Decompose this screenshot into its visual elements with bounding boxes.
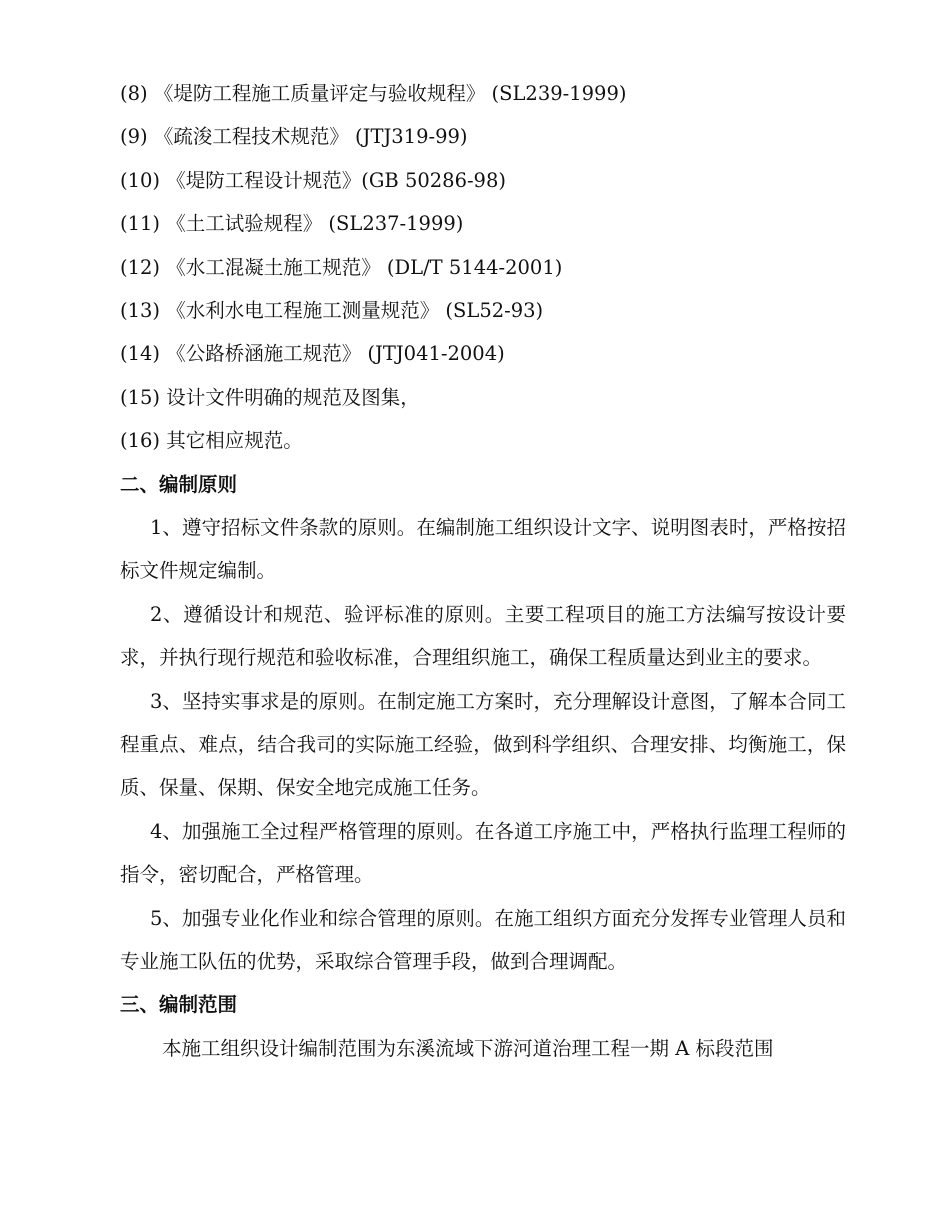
principle-paragraph-2: 2、遵循设计和规范、验评标准的原则。主要工程项目的施工方法编写按设计要求，并执行现行规范和验收标准，合理组织施工，确保工程质量达到业主的要求。 [120,602,846,670]
scope-paragraph: 本施工组织设计编制范围为东溪流域下游河道治理工程一期 A 标段范围 [162,1036,774,1060]
section-heading-scope: 三、编制范围 [120,993,238,1017]
reference-item-12: (12) 《水工混凝土施工规范》 (DL/T 5144-2001) [120,255,563,279]
principle-paragraph-1: 1、遵守招标文件条款的原则。在编制施工组织设计文字、说明图表时，严格按招标文件规定编制。 [120,515,846,583]
principle-paragraph-5: 5、加强专业化作业和综合管理的原则。在施工组织方面充分发挥专业管理人员和专业施工队伍的优势，采取综合管理手段，做到合理调配。 [120,906,846,973]
reference-item-13: (13) 《水利水电工程施工测量规范》 (SL52-93) [120,298,544,322]
reference-item-14: (14) 《公路桥涵施工规范》 (JTJ041-2004) [120,342,505,366]
reference-item-8: (8) 《堤防工程施工质量评定与验收规程》 (SL239-1999) [120,82,627,105]
principle-paragraph-4: 4、加强施工全过程严格管理的原则。在各道工序施工中，严格执行监理工程师的指令，密切配合，严格管理。 [120,819,846,887]
reference-item-10: (10) 《堤防工程设计规范》(GB 50286-98) [120,168,506,192]
document-page [120,72,846,1070]
reference-item-15: (15) 设计文件明确的规范及图集， [120,385,420,409]
reference-item-11: (11) 《土工试验规程》 (SL237-1999) [120,212,464,236]
reference-item-16: (16) 其它相应规范。 [120,429,303,453]
principle-paragraph-3: 3、坚持实事求是的原则。在制定施工方案时，充分理解设计意图，了解本合同工程重点、难点，结合我司的实际施工经验，做到科学组织、合理安排、均衡施工，保质、保量、保期、保安全地完成施工任务。 [120,689,846,800]
section-heading-principles: 二、编制原则 [120,472,238,496]
reference-item-9: (9) 《疏浚工程技术规范》 (JTJ319-99) [120,125,468,149]
